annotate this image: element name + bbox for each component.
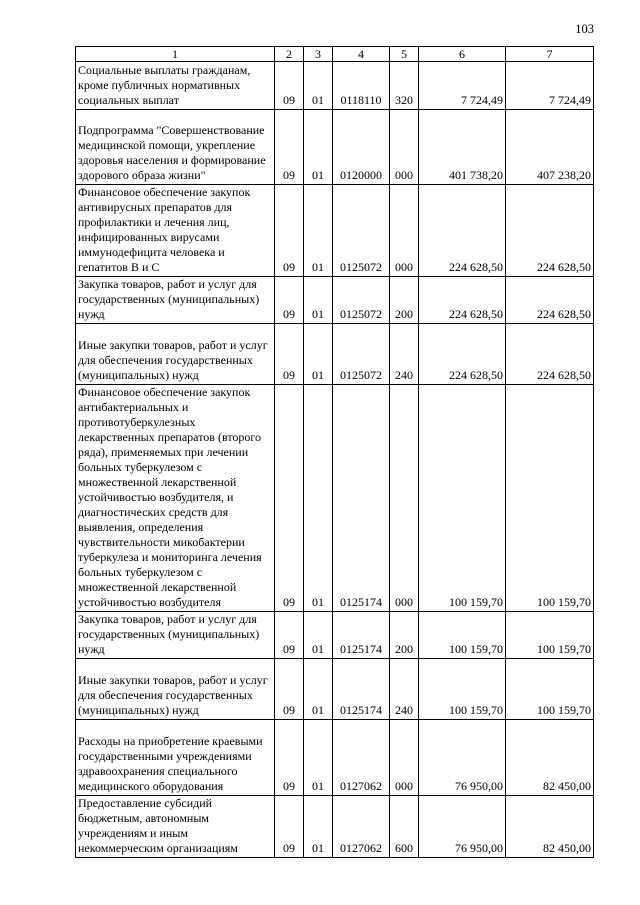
column-header: 4 xyxy=(333,47,390,62)
row-target-code: 0120000 xyxy=(333,110,390,185)
row-target-code: 0127062 xyxy=(333,720,390,796)
row-amount-1: 100 159,70 xyxy=(419,659,506,720)
page-number: 103 xyxy=(575,22,594,36)
row-target-code: 0125072 xyxy=(333,185,390,277)
row-section: 09 xyxy=(275,324,304,385)
budget-table xyxy=(75,46,594,858)
row-expense-type: 000 xyxy=(390,185,419,277)
table-row xyxy=(76,796,594,858)
table-row xyxy=(76,324,594,385)
table-row xyxy=(76,277,594,324)
row-name: Иные закупки товаров, работ и услуг для обеспечения государственных (муниципальных) нужд xyxy=(76,324,275,385)
row-subsection: 01 xyxy=(304,720,333,796)
row-section: 09 xyxy=(275,62,304,110)
column-header: 6 xyxy=(419,47,506,62)
row-expense-type: 000 xyxy=(390,720,419,796)
row-subsection: 01 xyxy=(304,796,333,858)
row-expense-type: 000 xyxy=(390,110,419,185)
row-subsection: 01 xyxy=(304,324,333,385)
row-subsection: 01 xyxy=(304,110,333,185)
row-target-code: 0125174 xyxy=(333,612,390,659)
column-header: 7 xyxy=(506,47,594,62)
table-row xyxy=(76,659,594,720)
row-amount-2: 7 724,49 xyxy=(506,62,594,110)
column-header: 2 xyxy=(275,47,304,62)
row-amount-1: 76 950,00 xyxy=(419,796,506,858)
row-expense-type: 320 xyxy=(390,62,419,110)
row-amount-1: 76 950,00 xyxy=(419,720,506,796)
column-header: 3 xyxy=(304,47,333,62)
row-amount-2: 224 628,50 xyxy=(506,277,594,324)
row-name: Социальные выплаты гражданам, кроме публичных нормативных социальных выплат xyxy=(76,62,275,110)
row-name: Закупка товаров, работ и услуг для государственных (муниципальных) нужд xyxy=(76,612,275,659)
row-amount-2: 82 450,00 xyxy=(506,796,594,858)
row-name: Финансовое обеспечение закупок антибактериальных и противотуберкулезных лекарственных препаратов (второго ряда), применяемых при лечении больных туберкулезом с множественной лекарственной устойчивостью возбудителя, и диагностических средств для выявления, определения чувствительности микобактерии туберкулеза и мониторинга лечения больных туберкулезом с множественной лекарственной устойчивостью возбудителя xyxy=(76,385,275,612)
table-row xyxy=(76,185,594,277)
row-subsection: 01 xyxy=(304,612,333,659)
row-subsection: 01 xyxy=(304,659,333,720)
column-header: 5 xyxy=(390,47,419,62)
row-amount-2: 407 238,20 xyxy=(506,110,594,185)
row-subsection: 01 xyxy=(304,185,333,277)
row-amount-1: 100 159,70 xyxy=(419,385,506,612)
row-expense-type: 200 xyxy=(390,612,419,659)
row-section: 09 xyxy=(275,796,304,858)
row-section: 09 xyxy=(275,385,304,612)
row-amount-2: 82 450,00 xyxy=(506,720,594,796)
table-header-row xyxy=(76,47,594,62)
row-target-code: 0125072 xyxy=(333,277,390,324)
row-amount-1: 224 628,50 xyxy=(419,324,506,385)
row-target-code: 0127062 xyxy=(333,796,390,858)
row-target-code: 0125174 xyxy=(333,659,390,720)
row-expense-type: 240 xyxy=(390,324,419,385)
row-name: Предоставление субсидий бюджетным, автономным учреждениям и иным некоммерческим организациям xyxy=(76,796,275,858)
row-amount-1: 401 738,20 xyxy=(419,110,506,185)
table-row xyxy=(76,612,594,659)
row-amount-2: 100 159,70 xyxy=(506,385,594,612)
row-amount-2: 224 628,50 xyxy=(506,324,594,385)
row-subsection: 01 xyxy=(304,277,333,324)
row-target-code: 0125174 xyxy=(333,385,390,612)
row-amount-1: 224 628,50 xyxy=(419,185,506,277)
row-name: Иные закупки товаров, работ и услуг для обеспечения государственных (муниципальных) нужд xyxy=(76,659,275,720)
row-name: Закупка товаров, работ и услуг для государственных (муниципальных) нужд xyxy=(76,277,275,324)
row-expense-type: 240 xyxy=(390,659,419,720)
table-row xyxy=(76,110,594,185)
row-name: Расходы на приобретение краевыми государственными учреждениями здравоохранения специального медицинского оборудования xyxy=(76,720,275,796)
row-expense-type: 200 xyxy=(390,277,419,324)
row-subsection: 01 xyxy=(304,62,333,110)
row-target-code: 0125072 xyxy=(333,324,390,385)
row-section: 09 xyxy=(275,659,304,720)
row-name: Финансовое обеспечение закупок антивирусных препаратов для профилактики и лечения лиц, инфицированных вирусами иммунодефицита человека и гепатитов В и С xyxy=(76,185,275,277)
table-row xyxy=(76,385,594,612)
column-header: 1 xyxy=(76,47,275,62)
row-section: 09 xyxy=(275,720,304,796)
row-section: 09 xyxy=(275,185,304,277)
row-expense-type: 600 xyxy=(390,796,419,858)
table-row xyxy=(76,720,594,796)
row-amount-2: 100 159,70 xyxy=(506,659,594,720)
row-name: Подпрограмма "Совершенствование медицинской помощи, укрепление здоровья населения и формирование здорового образа жизни" xyxy=(76,110,275,185)
row-amount-1: 7 724,49 xyxy=(419,62,506,110)
row-amount-1: 100 159,70 xyxy=(419,612,506,659)
row-expense-type: 000 xyxy=(390,385,419,612)
row-amount-2: 100 159,70 xyxy=(506,612,594,659)
row-subsection: 01 xyxy=(304,385,333,612)
row-amount-1: 224 628,50 xyxy=(419,277,506,324)
row-amount-2: 224 628,50 xyxy=(506,185,594,277)
row-section: 09 xyxy=(275,277,304,324)
row-section: 09 xyxy=(275,110,304,185)
table-row xyxy=(76,62,594,110)
row-target-code: 0118110 xyxy=(333,62,390,110)
row-section: 09 xyxy=(275,612,304,659)
